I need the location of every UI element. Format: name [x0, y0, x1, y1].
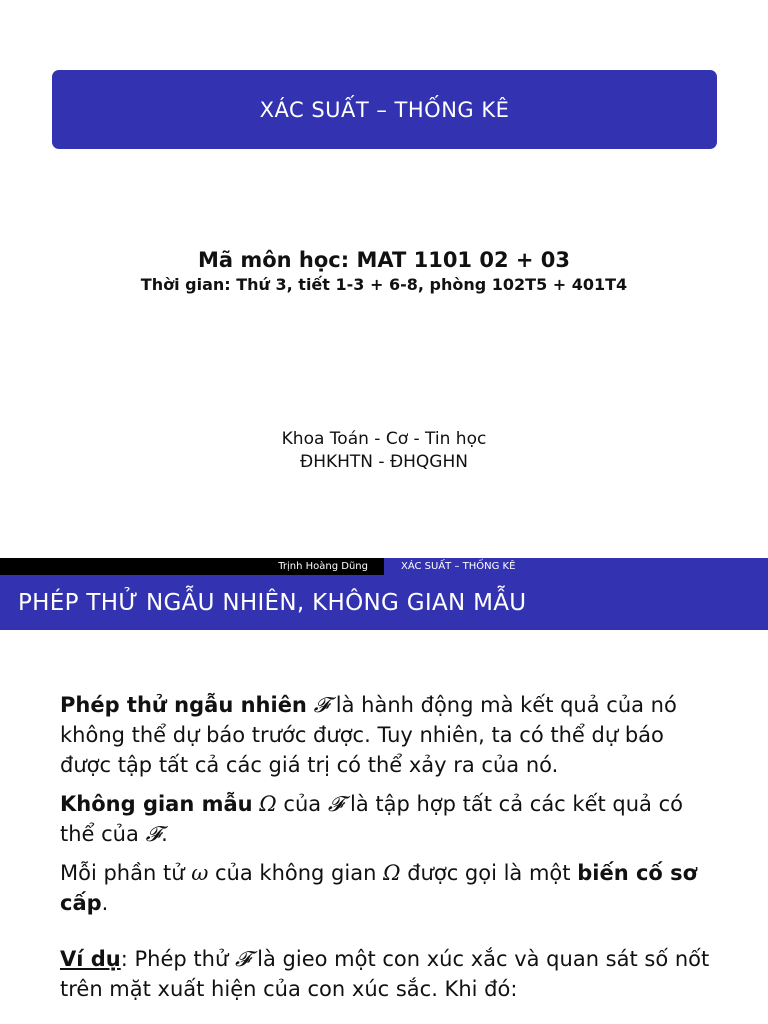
definition-random-experiment [60, 690, 720, 780]
schedule-text: Thời gian: Thứ 3, tiết 1-3 + 6-8, phòng 102T5 + 401T4 [140, 275, 628, 294]
headline-author-section [0, 558, 384, 575]
math-symbol-omega-lower: ω [191, 861, 209, 885]
author-name: Trịnh Hoàng Dũng [278, 561, 368, 572]
term-sample-space: Không gian mẫu [60, 792, 253, 816]
math-symbol-omega-upper: Ω [259, 792, 277, 816]
frame-title [0, 575, 768, 630]
math-symbol-F: 𝓕 [145, 822, 162, 846]
definition-text: là tập hợp tất cả các kết quả có thể của [60, 792, 683, 846]
headline-bar [0, 558, 768, 575]
slide-title: XÁC SUẤT – THỐNG KÊ [259, 97, 510, 122]
colon: : [120, 947, 128, 971]
example-text: Phép thử [134, 947, 229, 971]
example-text: là gieo một con xúc xắc và quan sát số nốt trên mặt xuất hiện của con xúc sắc. Khi đó: [60, 947, 710, 1001]
period: . [101, 891, 109, 915]
headline-course-title: XÁC SUẤT – THỐNG KÊ [401, 561, 516, 572]
example-paragraph [60, 944, 720, 1004]
example-label: Ví dụ [60, 947, 121, 971]
definition-sample-space [60, 789, 720, 849]
connector-text: được gọi là một [407, 861, 571, 885]
math-symbol-F: 𝓕 [313, 693, 330, 717]
math-symbol-omega-upper: Ω [383, 861, 401, 885]
title-box [52, 70, 717, 149]
definition-text: là hành động mà kết quả của nó không thể dự báo trước được. Tuy nhiên, ta có thể dự báo được tập tất cả các giá trị có thể xảy ra của nó. [60, 693, 677, 777]
definition-text: Mỗi phần tử [60, 861, 185, 885]
headline-course-section [384, 558, 768, 575]
period: . [161, 822, 168, 846]
term-elementary-event: biến cố sơ cấp [60, 861, 698, 915]
connector-text: của [283, 792, 322, 816]
connector-text: của không gian [215, 861, 377, 885]
math-symbol-F: 𝓕 [234, 947, 251, 971]
term-random-experiment: Phép thử ngẫu nhiên [60, 693, 307, 717]
frame-title-text: PHÉP THỬ NGẪU NHIÊN, KHÔNG GIAN MẪU [18, 589, 527, 616]
slide-content [60, 690, 720, 1013]
university-line: ĐHKHTN - ĐHQGHN [300, 452, 468, 472]
department-line: Khoa Toán - Cơ - Tin học [281, 429, 487, 449]
definition-elementary-event [60, 858, 720, 918]
department-block [0, 428, 768, 474]
math-symbol-F: 𝓕 [327, 792, 344, 816]
course-code: Mã môn học: MAT 1101 02 + 03 [197, 248, 571, 272]
